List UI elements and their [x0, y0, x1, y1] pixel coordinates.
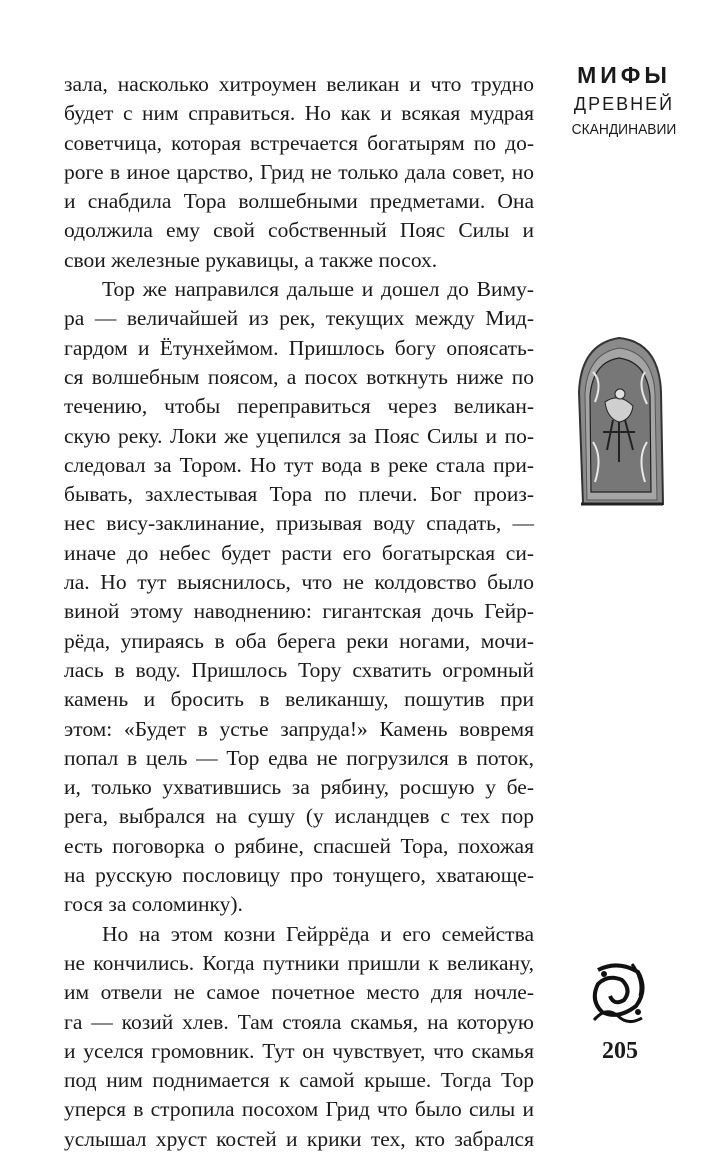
- text-line: камень и бросить в великаншу, пошутив при: [64, 687, 534, 712]
- text-line: услышал хруст костей и крики тех, кто забрался: [64, 1126, 534, 1151]
- text-line: ся волшебным поясом, а посох воткнуть ниже по: [64, 364, 534, 389]
- text-line: скую реку. Локи же уцепился за Пояс Силы и по-: [64, 423, 534, 448]
- text-line: ра — величайшей из рек, текущих между Мид-: [64, 306, 534, 331]
- text-line: им отвели не самое почетное место для ночле-: [64, 980, 534, 1005]
- text-line: и, только ухватившись за рябину, росшую у бе-: [64, 775, 534, 800]
- text-line: уперся в стропила посохом Грид что было силы и: [64, 1097, 534, 1122]
- book-subtitle: ДРЕВНЕЙ: [573, 94, 675, 114]
- text-line: одолжила ему свой собственный Пояс Силы и: [64, 218, 534, 243]
- rune-stone-image: [573, 332, 668, 507]
- body-text: [64, 70, 534, 1154]
- text-line: не кончились. Когда путники пришли к великану,: [64, 950, 534, 975]
- text-line: и снабдила Тора волшебными предметами. Она: [64, 189, 534, 214]
- text-line: следовал за Тором. Но тут вода в реке стала при-: [64, 452, 534, 477]
- paragraph-first-line: Тор же направился дальше и дошел до Виму-: [102, 277, 534, 302]
- knot-ornament-icon: [588, 960, 650, 1030]
- book-subtitle: СКАНДИНАВИИ: [571, 121, 677, 138]
- page-number: 205: [602, 1038, 638, 1064]
- text-line: советчица, которая встречается богатырям по до-: [64, 130, 534, 155]
- text-line: рёда, упираясь в оба берега реки ногами, мочи-: [64, 628, 534, 653]
- text-line: свои железные рукавицы, а также посох.: [64, 247, 438, 272]
- text-line: будет с ним справиться. Но как и всякая мудрая: [64, 101, 534, 126]
- text-line: этом: «Будет в устье запруда!» Камень вовремя: [64, 716, 534, 741]
- text-line: зала, насколько хитроумен великан и что трудно: [64, 72, 534, 96]
- book-title: МИФЫ: [577, 62, 671, 88]
- text-line: на русскую пословицу про тонущего, хватающе-: [64, 863, 534, 888]
- text-line: лась в воду. Пришлось Тору схватить огромный: [64, 657, 534, 682]
- text-line: иначе до небес будет расти его богатырская си-: [64, 540, 534, 565]
- text-line: гардом и Ётунхеймом. Пришлось богу опоясать-: [64, 335, 534, 360]
- text-line: ла. Но тут выяснилось, что не колдовство было: [64, 570, 534, 595]
- text-line: бывать, захлестывая Тора по плечи. Бог произ-: [64, 482, 534, 507]
- text-line: попал в цель — Тор едва не погрузился в поток,: [64, 745, 534, 770]
- text-line: нес вису-заклинание, призывая воду спадать, —: [64, 511, 534, 536]
- text-line: га — козий хлев. Там стояла скамья, на которую: [64, 1009, 534, 1034]
- text-line: гося за соломинку).: [64, 892, 243, 917]
- text-line: роге в иное царство, Грид не только дала совет, но: [64, 159, 534, 184]
- paragraph-first-line: Но на этом козни Гейррёда и его семейства: [102, 921, 534, 946]
- text-line: течению, чтобы переправиться через великан-: [64, 394, 534, 419]
- text-line: рега, выбрался на сушу (у исландцев с тех пор: [64, 804, 534, 829]
- text-line: есть поговорка о рябине, спасшей Тора, похожая: [64, 833, 534, 858]
- running-header: [565, 60, 683, 142]
- text-line: виной этому наводнению: гигантская дочь Гейр-: [64, 599, 534, 624]
- text-line: под ним поднимается к самой крыше. Тогда Тор: [64, 1068, 534, 1093]
- text-line: и уселся громовник. Тут он чувствует, что скамья: [64, 1038, 534, 1063]
